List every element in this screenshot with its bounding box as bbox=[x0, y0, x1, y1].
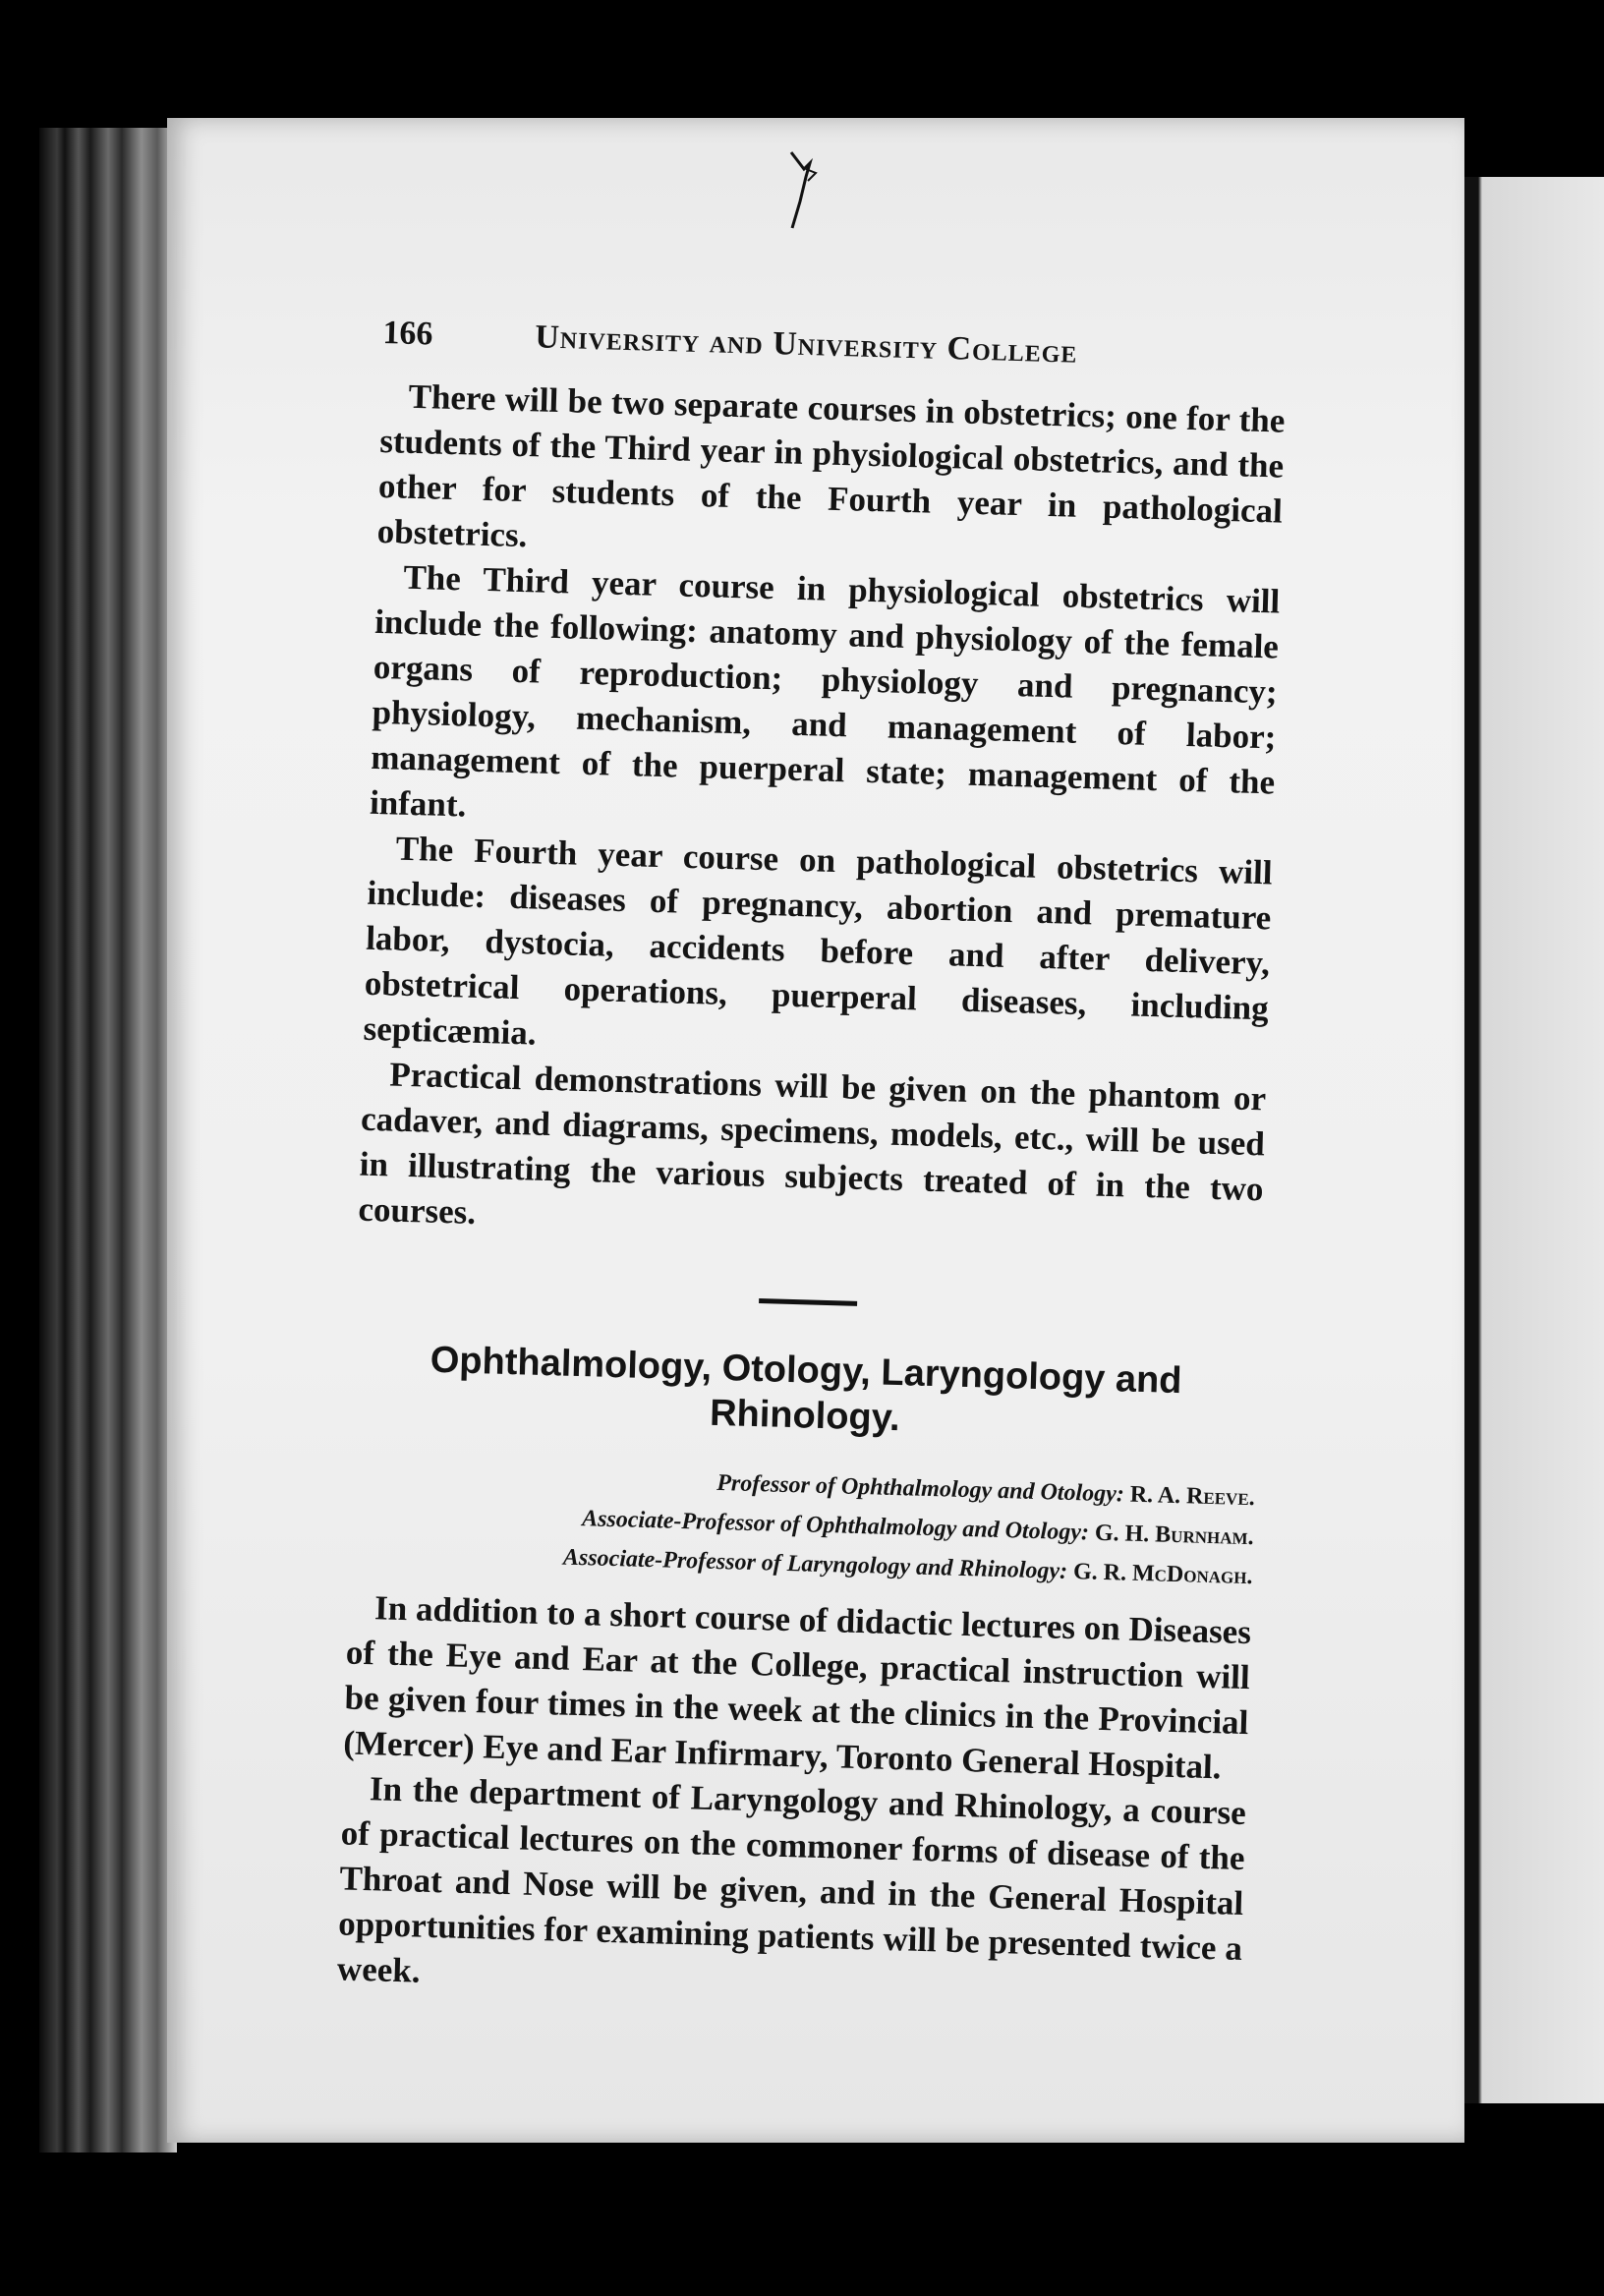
staff-title: Professor of Ophthalmology and Otology: bbox=[716, 1469, 1125, 1508]
page-content bbox=[336, 315, 1287, 2017]
staff-title: Associate-Professor of Ophthalmology and Otology: bbox=[581, 1506, 1090, 1546]
section-heading: Ophthalmology, Otology, Laryngology and Rhinology. bbox=[430, 1339, 1183, 1440]
ophthalmology-paragraph: In addition to a short course of didactic lectures on Diseases of the Eye and Ear at the College, practical instruction will be given four times in the week at the clinics in the Provincial (Mercer) Eye and Ear Infirmary, Toronto General Hospital. bbox=[342, 1588, 1252, 1787]
facing-page-edge bbox=[1464, 177, 1604, 2103]
obstetrics-paragraph: There will be two separate courses in obstetrics; one for the students of the Third year in physiological obstetrics, and the other for students of the Fourth year in pathological obstetrics. bbox=[376, 376, 1286, 555]
pen-mark bbox=[786, 147, 826, 236]
staff-name: G. H. Burnham. bbox=[1094, 1520, 1254, 1551]
staff-name: R. A. Reeve. bbox=[1129, 1481, 1256, 1512]
ophthalmology-paragraph: In the department of Laryngology and Rhinology, a course of practical lectures on the commoner forms of disease of the Throat and Nose will be given, and in the General Hospital opportunities for examining patients will be presented twice a week. bbox=[336, 1769, 1247, 1990]
page-number: 166 bbox=[381, 315, 433, 353]
obstetrics-paragraph: Practical demonstrations will be given on the phantom or cadaver, and diagrams, specimens, models, etc., will be used in illustrating the various subjects treated of in the two courses. bbox=[358, 1055, 1267, 1232]
staff-name: G. R. McDonagh. bbox=[1072, 1559, 1253, 1590]
book-spine-edge bbox=[39, 128, 177, 2152]
section-divider bbox=[759, 1298, 857, 1306]
obstetrics-paragraph: The Fourth year course on pathological obstetrics will include: diseases of pregnancy, abortion and premature labor, dystocia, accidents before and after delivery, obstetrical operations, puerperal diseases, including septicæmia. bbox=[363, 829, 1274, 1053]
staff-list bbox=[348, 1454, 1255, 1597]
running-title: University and University College bbox=[534, 318, 1079, 371]
obstetrics-paragraph: The Third year course in physiological obstetrics will include the following: anatomy and physiology of the female organs of reproduction; physiology and pregnancy; physiology, mechanism, and management of labor; management of the puerperal state; management of the infant. bbox=[369, 557, 1281, 825]
staff-title: Associate-Professor of Laryngology and Rhinology: bbox=[562, 1544, 1068, 1584]
